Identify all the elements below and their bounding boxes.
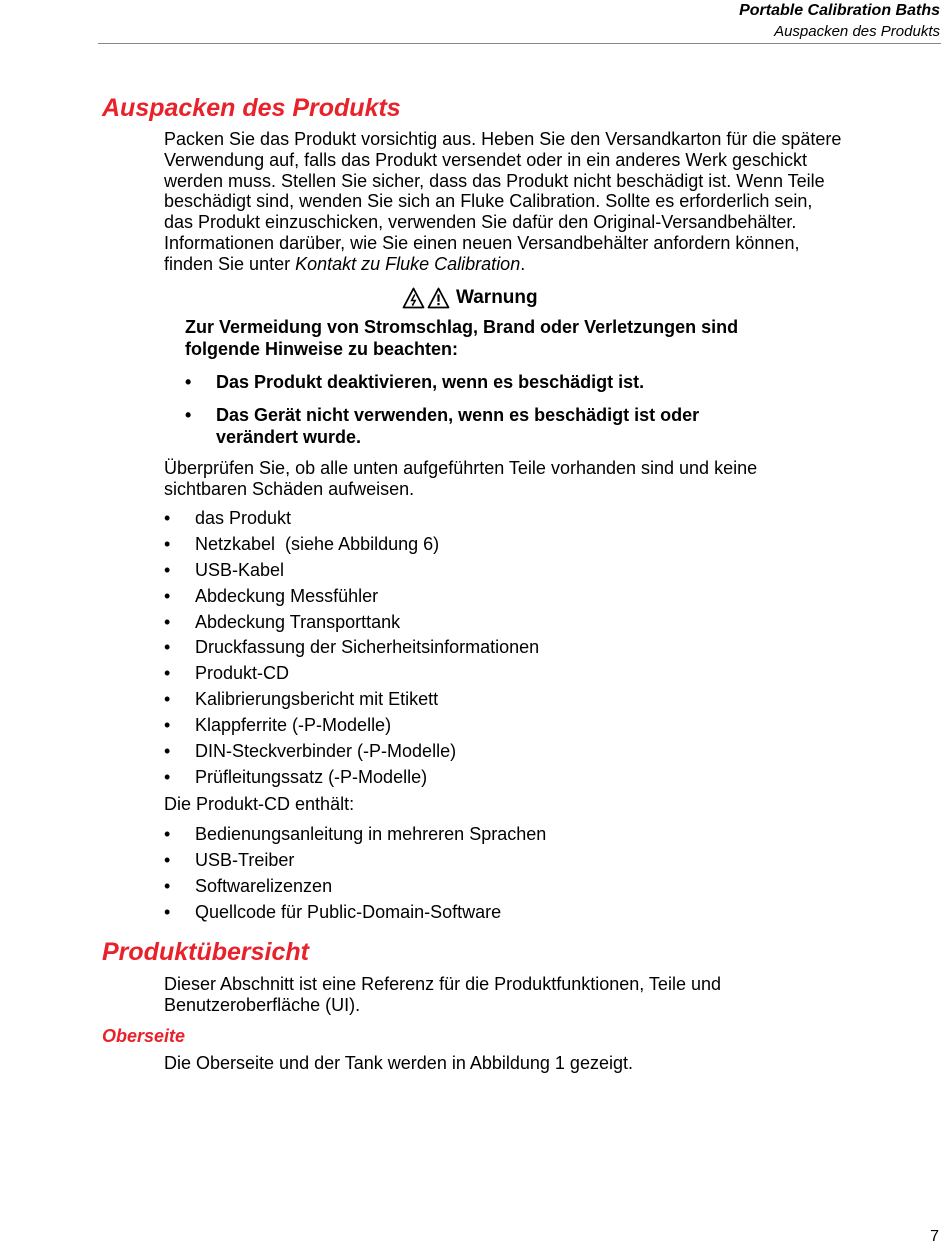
section-heading-unpack: Auspacken des Produkts — [102, 94, 401, 122]
bullet: • — [164, 824, 171, 844]
contact-reference-link[interactable]: Kontakt zu Fluke Calibration — [295, 253, 521, 274]
list-item — [164, 661, 539, 687]
bullet: • — [164, 901, 171, 922]
section-heading-overview: Produktübersicht — [102, 938, 309, 966]
list-item — [164, 848, 546, 874]
list-item — [164, 584, 539, 610]
list-item — [164, 506, 539, 532]
shock-hazard-icon — [402, 287, 425, 309]
list-item-text: Abdeckung Messfühler — [195, 585, 379, 606]
list-item — [164, 822, 546, 848]
bullet: • — [164, 689, 171, 710]
list-item-text: Netzkabel (siehe Abbildung 6) — [195, 533, 440, 554]
bullet: • — [164, 611, 171, 632]
subsection-heading-top: Oberseite — [102, 1026, 186, 1046]
list-item-text: Bedienungsanleitung in mehreren Sprachen — [195, 824, 547, 844]
bullet: • — [164, 663, 171, 684]
list-item-text: Klappferrite (-P-Modelle) — [195, 715, 392, 736]
header-divider — [98, 43, 941, 44]
warning-header — [402, 286, 538, 310]
cd-contents-list — [164, 822, 546, 926]
running-header-title: Portable Calibration Baths — [739, 2, 940, 19]
bullet: • — [164, 875, 171, 896]
list-item — [164, 900, 546, 926]
warning-label: Warnung — [456, 287, 538, 308]
list-item — [164, 713, 539, 739]
cd-contents-intro: Die Produkt-CD enthält: — [164, 794, 355, 814]
list-item-text: Prüfleitungssatz (-P-Modelle) — [195, 766, 428, 787]
page-number: 7 — [930, 1228, 939, 1245]
list-item-text: Kalibrierungsbericht mit Etikett — [195, 689, 439, 710]
parts-list — [164, 506, 539, 791]
list-item-text: Abdeckung Transporttank — [195, 611, 401, 632]
unpack-intro-end: . — [520, 253, 526, 274]
list-item-text: USB-Kabel — [195, 559, 285, 580]
unpack-intro-paragraph — [164, 129, 844, 275]
running-header-subtitle: Auspacken des Produkts — [774, 23, 940, 40]
list-item — [164, 558, 539, 584]
warning-item-text: Das Gerät nicht verwenden, wenn es beschädigt ist oder verändert wurde. — [216, 405, 700, 447]
bullet: • — [164, 508, 171, 528]
top-paragraph: Die Oberseite und der Tank werden in Abbildung 1 gezeigt. — [164, 1053, 633, 1073]
caution-icon — [427, 287, 450, 309]
bullet: • — [164, 849, 171, 870]
bullet: • — [164, 766, 171, 787]
warning-item-text: Das Produkt deaktivieren, wenn es beschädigt ist. — [216, 372, 645, 392]
check-parts-paragraph: Überprüfen Sie, ob alle unten aufgeführten Teile vorhanden sind und keine sichtbaren Schäden aufweisen. — [164, 458, 758, 499]
list-item — [164, 739, 539, 765]
bullet: • — [185, 405, 192, 425]
bullet: • — [164, 533, 171, 554]
list-item — [164, 765, 539, 791]
list-item — [164, 610, 539, 636]
list-item-text: DIN-Steckverbinder (-P-Modelle) — [195, 741, 457, 762]
list-item — [164, 874, 546, 900]
unpack-intro-text: Packen Sie das Produkt vorsichtig aus. Heben Sie den Versandkarton für die spätere Verwendung auf, falls das Produkt versendet oder in ein anderes Werk geschickt werden muss. Stellen Sie sicher, dass das Produkt nicht beschädigt ist. Wenn Teile beschädigt sind, wenden Sie sich an Fluke Calibration. Sollte es erforderlich sein, das Produkt einzuschicken, verwenden Sie dafür den Original-Versandbehälter. Informationen darüber, wie Sie einen neuen Versandbehälter anfordern können, finden Sie unter — [164, 129, 842, 274]
list-item-text: Druckfassung der Sicherheitsinformationen — [195, 637, 540, 658]
list-item-text: USB-Treiber — [195, 849, 295, 870]
list-item — [164, 532, 539, 558]
bullet: • — [164, 741, 171, 762]
warning-intro: Zur Vermeidung von Stromschlag, Brand oder Verletzungen sind folgende Hinweise zu beachten: — [185, 317, 739, 359]
list-item-text: Softwarelizenzen — [195, 875, 333, 896]
overview-paragraph: Dieser Abschnitt ist eine Referenz für die Produktfunktionen, Teile und Benutzeroberfläche (UI). — [164, 974, 721, 1015]
list-item-text: Produkt-CD — [195, 663, 290, 684]
bullet: • — [164, 585, 171, 606]
bullet: • — [185, 372, 192, 392]
warning-icons — [402, 287, 450, 309]
bullet: • — [164, 715, 171, 736]
list-item — [164, 687, 539, 713]
bullet: • — [164, 559, 171, 580]
list-item — [164, 635, 539, 661]
list-item-text: das Produkt — [195, 508, 292, 528]
bullet: • — [164, 637, 171, 658]
list-item-text: Quellcode für Public-Domain-Software — [195, 901, 502, 922]
